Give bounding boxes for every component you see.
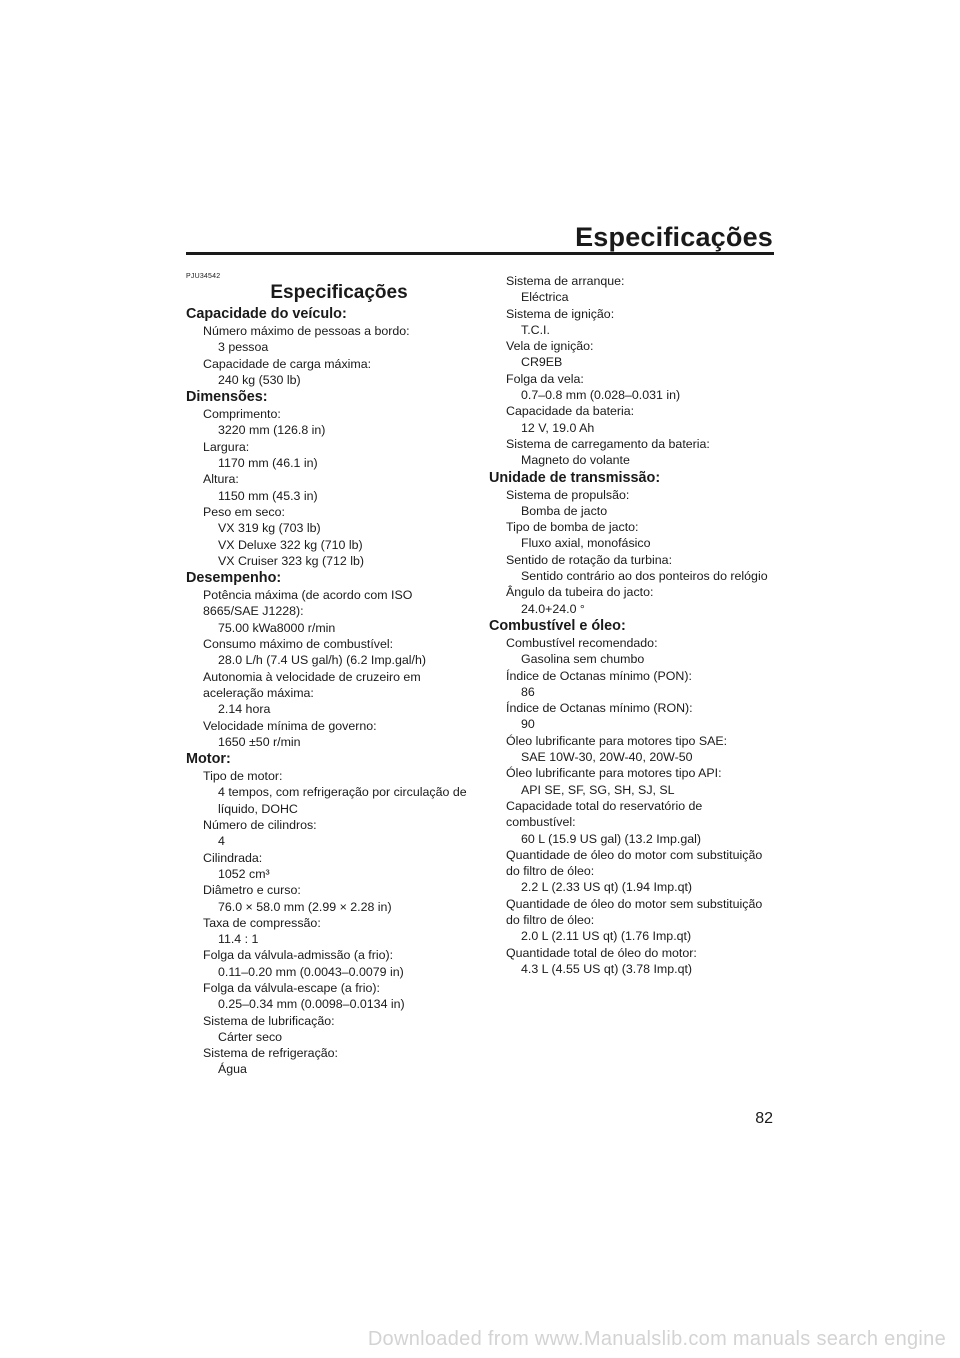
spec-value: 1170 mm (46.1 in) [218,456,318,471]
spec-section-heading: Unidade de transmissão: [489,469,661,486]
spec-label: Índice de Octanas mínimo (PON): [506,668,692,683]
spec-value: 2.14 hora [218,702,271,717]
spec-label: Tipo de bomba de jacto: [506,520,639,535]
spec-label: Sistema de lubrificação: [203,1013,335,1028]
section-title: Especificações [270,282,408,303]
spec-label: Óleo lubrificante para motores tipo API: [506,766,722,781]
spec-label: aceleração máxima: [203,685,314,700]
spec-value: 76.0 × 58.0 mm (2.99 × 2.28 in) [218,899,392,914]
spec-value: 1052 cm³ [218,866,270,881]
spec-section-heading: Dimensões: [186,389,268,406]
spec-label: Sistema de ignição: [506,306,615,321]
spec-value: 1650 ±50 r/min [218,734,301,749]
spec-label: Capacidade total do reservatório de [506,798,703,813]
spec-section [489,617,781,977]
spec-value: 0.7–0.8 mm (0.028–0.031 in) [521,388,681,403]
spec-value: 2.2 L (2.33 US qt) (1.94 Imp.qt) [521,880,693,895]
spec-value: 4.3 L (4.55 US qt) (3.78 Imp.qt) [521,961,693,976]
spec-section [186,750,476,1078]
spec-label: Óleo lubrificante para motores tipo SAE: [506,733,728,748]
spec-label: Altura: [203,472,239,487]
left-column [186,272,476,1078]
spec-label: combustível: [506,815,576,830]
spec-label: Combustível recomendado: [506,635,658,650]
spec-label: Número máximo de pessoas a bordo: [203,324,410,338]
spec-section-heading: Motor: [186,751,231,768]
spec-section-heading: Capacidade do veículo: [186,306,347,322]
spec-value: Gasolina sem chumbo [521,652,645,667]
spec-label: Folga da válvula-admissão (a frio): [203,948,394,963]
spec-value: 24.0+24.0 ° [521,601,585,616]
spec-value: 4 tempos, com refrigeração por circulação de [218,785,467,800]
spec-section [186,388,476,569]
spec-label: Comprimento: [203,407,281,422]
spec-section-heading: Desempenho: [186,570,282,587]
spec-value: VX 319 kg (703 lb) [218,521,321,536]
spec-value: Sentido contrário ao dos ponteiros do relógio [521,569,768,584]
spec-label: Potência máxima (de acordo com ISO [203,588,413,603]
spec-value: T.C.I. [521,322,550,337]
spec-value: VX Cruiser 323 kg (712 lb) [218,553,365,568]
spec-value: Água [218,1062,247,1077]
spec-section [186,305,476,388]
left-spec-sections [186,305,476,1078]
spec-value: 12 V, 19.0 Ah [521,420,595,435]
spec-value: 75.00 kWa8000 r/min [218,620,336,635]
spec-label: Taxa de compressão: [203,915,321,930]
spec-label: Sentido de rotação da turbina: [506,552,673,567]
spec-value: 4 [218,834,225,849]
page-header-title: Especificações [575,222,773,252]
spec-value: 3220 mm (126.8 in) [218,423,326,438]
spec-label: Consumo máximo de combustível: [203,637,394,652]
spec-value: 1150 mm (45.3 in) [218,488,318,503]
spec-label: Folga da vela: [506,371,584,386]
spec-value: 86 [521,684,535,699]
spec-section-heading: Combustível e óleo: [489,617,626,634]
header-rule [186,252,774,255]
spec-label: Sistema de refrigeração: [203,1046,338,1061]
spec-value: 28.0 L/h (7.4 US gal/h) (6.2 Imp.gal/h) [218,653,426,668]
spec-label: Quantidade de óleo do motor sem substituição [506,896,763,911]
spec-value: Cárter seco [218,1029,283,1044]
spec-value: Magneto do volante [521,453,630,468]
spec-label: Peso em seco: [203,504,285,519]
spec-label: Tipo de motor: [203,769,283,784]
spec-label: Sistema de propulsão: [506,487,630,502]
spec-section [489,273,781,469]
spec-label: do filtro de óleo: [506,864,595,879]
spec-value: CR9EB [521,355,563,370]
spec-label: Folga da válvula-escape (a frio): [203,980,380,995]
spec-label: Vela de ignição: [506,339,594,354]
spec-label: Cilindrada: [203,850,263,865]
spec-label: Capacidade de carga máxima: [203,356,372,371]
spec-label: Velocidade mínima de governo: [203,718,377,733]
spec-value: 60 L (15.9 US gal) (13.2 Imp.gal) [521,831,701,846]
spec-label: Número de cilindros: [203,818,317,833]
spec-value: 0.25–0.34 mm (0.0098–0.0134 in) [218,997,405,1012]
spec-value: 90 [521,717,535,732]
spec-label: Índice de Octanas mínimo (RON): [506,701,693,716]
spec-label: Largura: [203,439,250,454]
spec-label: Autonomia à velocidade de cruzeiro em [203,669,421,684]
spec-label: Quantidade total de óleo do motor: [506,945,697,960]
spec-label: do filtro de óleo: [506,912,595,927]
spec-value: 11.4 : 1 [218,932,259,947]
spec-label: Quantidade de óleo do motor com substituição [506,847,763,862]
page-number: 82 [755,1110,773,1127]
spec-value: SAE 10W-30, 20W-40, 20W-50 [521,750,693,765]
right-spec-sections [489,273,781,977]
spec-label: Ângulo da tubeira do jacto: [506,585,654,600]
spec-value: Bomba de jacto [521,503,608,518]
spec-value: líquido, DOHC [218,801,298,816]
spec-value: 240 kg (530 lb) [218,372,301,387]
spec-label: Diâmetro e curso: [203,883,301,898]
spec-value: 3 pessoa [218,340,269,355]
spec-section [489,469,781,617]
spec-label: Capacidade da bateria: [506,404,635,419]
spec-value: VX Deluxe 322 kg (710 lb) [218,537,363,552]
spec-label: 8665/SAE J1228): [203,604,304,619]
spec-label: Sistema de arranque: [506,274,625,288]
spec-label: Sistema de carregamento da bateria: [506,436,710,451]
spec-value: 0.11–0.20 mm (0.0043–0.0079 in) [218,964,404,979]
doc-code: PJU34542 [186,273,221,280]
spec-value: Fluxo axial, monofásico [521,536,651,551]
spec-value: API SE, SF, SG, SH, SJ, SL [521,782,675,797]
spec-value: Eléctrica [521,290,569,305]
spec-value: 2.0 L (2.11 US qt) (1.76 Imp.qt) [521,929,692,944]
spec-section [186,569,476,750]
right-column [489,273,781,977]
footer-watermark: Downloaded from www.Manualslib.com manuals search engine [367,1328,946,1350]
